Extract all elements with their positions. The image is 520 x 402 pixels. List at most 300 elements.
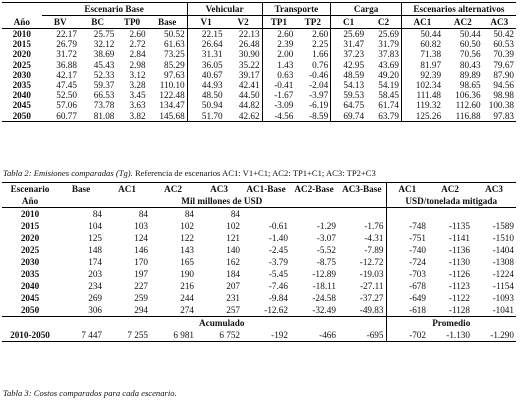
total-cell: -192 [242, 329, 290, 342]
row-year: 2015 [12, 39, 31, 50]
table-cell: 31.47 [331, 39, 366, 49]
total-cell: -1.290 [472, 329, 516, 342]
column-header: AC3-Base [338, 183, 386, 196]
table-cell: 54.19 [378, 80, 399, 91]
table-cell: -1141 [448, 232, 470, 243]
table-cell: -703 [386, 268, 428, 280]
table2-group-header [2, 3, 516, 16]
table-cell: -0.61 [268, 220, 288, 231]
table-cell: 124 [134, 232, 148, 243]
column-header: C1 [331, 16, 366, 29]
table-cell: -5.45 [268, 268, 288, 279]
header-units-left: Mil millones de USD [58, 195, 386, 208]
table-cell: 97.63 [163, 69, 185, 80]
table-cell: 216 [180, 280, 194, 291]
column-header: AC1 [401, 16, 443, 29]
table-cell: 22.17 [56, 29, 77, 40]
table-cell: 102.34 [401, 80, 443, 90]
table-cell: 26.64 [187, 39, 224, 49]
column-header: BC [79, 16, 116, 29]
row-year: 2010 [12, 29, 31, 40]
table-cell: 98.65 [459, 80, 481, 91]
table-cell: 51.70 [187, 111, 224, 122]
table-cell: -618 [386, 304, 428, 317]
total-cell: 6 981 [150, 329, 196, 342]
table-cell: 197 [134, 268, 148, 279]
table-cell: 50.42 [493, 29, 514, 40]
column-header: AC2-Base [290, 183, 338, 196]
table-cell: 60.77 [42, 111, 79, 122]
table-cell: -3.09 [262, 100, 295, 110]
row-year: 2010 [20, 208, 40, 219]
column-header: AC3 [483, 16, 516, 29]
table-cell: 60.53 [493, 39, 514, 50]
table-cell: 50.52 [163, 29, 185, 40]
table-cell: 45.43 [93, 59, 115, 70]
table-cell: 44.82 [238, 100, 260, 111]
table-cell: 116.88 [443, 111, 483, 122]
total-row [2, 329, 516, 342]
table-cell: 59.53 [331, 90, 366, 100]
table-cell: 1.66 [312, 49, 329, 60]
table-cell: 110.10 [159, 80, 185, 91]
table-cell: -7.46 [268, 280, 288, 291]
table-cell: 306 [88, 304, 102, 315]
table-cell: -1041 [492, 304, 514, 315]
acumulado-label: Acumulado [58, 317, 386, 330]
table2-caption-text: Referencia de escenarios AC1: V1+C1; AC2: TP1+C1; AC3: TP2+C3 [132, 168, 376, 178]
table-cell: -2.04 [309, 80, 329, 91]
table-cell: 61.74 [378, 100, 399, 111]
table-cell: 40.67 [187, 70, 224, 80]
table-row [2, 280, 516, 292]
table-row [2, 292, 516, 304]
table-cell: 50.94 [187, 100, 224, 110]
table-cell: 146 [134, 244, 148, 255]
table-cell: 1.43 [262, 60, 295, 70]
table-cell: 174 [88, 256, 102, 267]
table-cell: 31.31 [187, 49, 224, 59]
table-cell: 66.53 [93, 90, 115, 101]
table-cell: 48.59 [331, 70, 366, 80]
table-cell: 2.00 [262, 49, 295, 59]
table-cell: -4.31 [364, 232, 384, 243]
table-cell: -3.79 [268, 256, 288, 267]
table-row [2, 80, 516, 90]
table-cell: -27.11 [360, 280, 384, 291]
table-cell: 162 [226, 256, 240, 267]
row-year: 2045 [12, 100, 31, 111]
table-cell: 44.50 [238, 90, 260, 101]
table-cell: 25.69 [378, 29, 399, 40]
table-cell: -8.59 [295, 111, 330, 122]
column-header: AC1 [386, 183, 428, 196]
table-cell: -740 [386, 244, 428, 256]
table-cell: 125.26 [401, 111, 443, 122]
table-cell: 92.39 [401, 70, 443, 80]
header-units-right: USD/tonelada mitigada [386, 195, 516, 208]
table-cell: -1128 [448, 304, 470, 315]
table-cell: 87.90 [493, 69, 514, 80]
table-cell: 36.05 [187, 60, 224, 70]
table-cell [386, 208, 428, 221]
total-period: 2010-2050 [2, 329, 58, 342]
table-cell: 49.20 [378, 69, 399, 80]
table-cell: 207 [226, 280, 240, 291]
acumulado-row [2, 317, 516, 330]
table-cell: -12.72 [359, 256, 384, 267]
row-year: 2030 [12, 69, 31, 80]
table-cell: 39.17 [238, 69, 260, 80]
table-cell: 37.83 [378, 49, 399, 60]
column-header: AC2 [150, 183, 196, 196]
table2-caption [3, 168, 376, 178]
table-cell: 121 [226, 232, 240, 243]
total-cell: 7 255 [104, 329, 150, 342]
table-cell: 52.33 [93, 69, 115, 80]
column-header: AC1-Base [242, 183, 290, 196]
table3-caption-label: Tabla 3: Costos comparados para cada escenario. [3, 388, 177, 398]
table-cell: 2.84 [129, 49, 146, 60]
table-cell: 25.75 [93, 29, 115, 40]
table-cell: 3.28 [129, 80, 146, 91]
table-cell [242, 208, 290, 221]
table-cell: 84 [184, 208, 194, 219]
table-cell [290, 208, 338, 221]
table-cell: -1154 [492, 280, 514, 291]
total-cell: -695 [338, 329, 386, 342]
table-cell: 42.62 [225, 111, 262, 122]
row-year: 2050 [2, 111, 42, 122]
table-cell: -3.97 [309, 90, 329, 101]
column-header: V1 [187, 16, 224, 29]
table-cell: 61.63 [163, 39, 185, 50]
table-cell [338, 208, 386, 221]
table-cell: 84 [92, 208, 102, 219]
table-cell: 89.89 [459, 69, 481, 80]
table-cell: 50.44 [459, 29, 481, 40]
table-cell: 32.12 [93, 39, 115, 50]
table-cell: 48.50 [187, 90, 224, 100]
table-cell: 70.39 [493, 49, 514, 60]
table-row [2, 39, 516, 49]
table-cell: 100.38 [488, 100, 514, 111]
table-cell: -1.67 [262, 90, 295, 100]
table-cell: 31.79 [378, 39, 399, 50]
table-row [2, 208, 516, 221]
table-cell: 274 [180, 304, 194, 315]
table-cell: -1126 [448, 268, 470, 279]
table-row [2, 244, 516, 256]
table-cell: -724 [386, 256, 428, 268]
table-cell: -5.52 [316, 244, 336, 255]
table-row [2, 256, 516, 268]
table-cell: 2.98 [129, 59, 146, 70]
row-year: 2020 [20, 232, 40, 243]
table-cell: -49.83 [359, 304, 384, 315]
costs-table [2, 182, 516, 342]
row-year: 2035 [12, 80, 31, 91]
column-header: AC2 [443, 16, 483, 29]
table-cell: 170 [134, 256, 148, 267]
emissions-table [2, 2, 516, 122]
table-cell [428, 208, 472, 221]
table-cell: -8.75 [316, 256, 336, 267]
row-year: 2020 [12, 49, 31, 60]
column-header: Base [58, 183, 104, 196]
table-cell: 97.83 [483, 111, 516, 122]
table-cell: -1589 [492, 220, 514, 231]
table-cell: -7.89 [364, 244, 384, 255]
table-row [2, 304, 516, 317]
table-cell: 44.93 [187, 80, 224, 90]
column-header: Base [148, 16, 188, 29]
table-cell: 36.88 [56, 59, 77, 70]
table-cell: 3.12 [129, 69, 146, 80]
table-cell: -0.41 [262, 80, 295, 90]
table-cell: 71.38 [401, 49, 443, 59]
table-row [2, 70, 516, 80]
table-cell: -1510 [492, 232, 514, 243]
table-cell: 244 [180, 292, 194, 303]
group-transporte: Transporte [262, 3, 331, 16]
table-cell: 3.82 [116, 111, 147, 122]
table-cell: 35.22 [238, 59, 260, 70]
table-cell: 231 [226, 292, 240, 303]
table-cell: 102 [226, 220, 240, 231]
table3-header [2, 183, 516, 196]
table-cell: 84 [138, 208, 148, 219]
column-header: Escenario [2, 183, 58, 196]
row-year: 2040 [12, 90, 31, 101]
row-year: 2045 [20, 292, 40, 303]
table-cell: 0.63 [262, 70, 295, 80]
table3-caption [3, 388, 177, 398]
table-cell: 47.45 [56, 80, 77, 91]
table-cell: 42.17 [56, 69, 77, 80]
table-cell: 165 [180, 256, 194, 267]
table2-column-header [2, 16, 516, 29]
column-header: BV [42, 16, 79, 29]
table-cell: 30.90 [238, 49, 260, 60]
table-cell: 125 [88, 232, 102, 243]
table-cell: 42.95 [331, 60, 366, 70]
table-cell: -3.07 [316, 232, 336, 243]
table-cell: 98.98 [493, 90, 514, 101]
column-header: TP1 [262, 16, 295, 29]
table-cell: 80.43 [459, 59, 481, 70]
row-year: 2035 [20, 268, 40, 279]
table-cell [472, 208, 516, 221]
table-cell: 269 [88, 292, 102, 303]
row-year: 2015 [20, 220, 40, 231]
table-cell: 38.69 [93, 49, 115, 60]
group-escenario-base: Escenario Base [42, 3, 188, 16]
table-cell: 104 [88, 220, 102, 231]
column-header: TP2 [295, 16, 330, 29]
table-cell: 54.13 [331, 80, 366, 90]
table-cell: 3.45 [129, 90, 146, 101]
table-cell: 145.68 [148, 111, 188, 122]
table-cell: 37.23 [331, 49, 366, 59]
table-cell: 2.39 [262, 39, 295, 49]
group-carga: Carga [331, 3, 402, 16]
table-cell: -1130 [448, 256, 470, 267]
table-cell: -32.49 [312, 304, 336, 315]
table-cell: 148 [88, 244, 102, 255]
table-cell: 60.82 [401, 39, 443, 49]
table-cell: -12.89 [312, 268, 336, 279]
table-cell: 227 [134, 280, 148, 291]
table-cell: 2.60 [262, 29, 295, 40]
table-cell: -1224 [492, 268, 514, 279]
table-cell: -1404 [492, 244, 514, 255]
table-cell: 43.69 [378, 59, 399, 70]
table-cell: -678 [386, 280, 428, 292]
table-cell: 73.78 [93, 100, 115, 111]
table-cell: -19.03 [359, 268, 384, 279]
table-cell: 119.32 [401, 100, 443, 110]
table-cell: 85.29 [163, 59, 185, 70]
table-cell: 31.72 [56, 49, 77, 60]
table-cell: -1135 [448, 220, 470, 231]
table-cell: 0.76 [312, 59, 329, 70]
group-alternativos: Escenarios alternativos [401, 3, 516, 16]
table-cell: 25.69 [331, 29, 366, 40]
table-row [2, 60, 516, 70]
table2-caption-label: Tabla 2: Emisiones comparadas (Tg). [3, 168, 133, 178]
table-cell: 70.56 [459, 49, 481, 60]
table-cell: 190 [180, 268, 194, 279]
table3-units-header [2, 195, 516, 208]
table-cell: 203 [88, 268, 102, 279]
group-vehicular: Vehicular [187, 3, 262, 16]
table-cell: 84 [230, 208, 240, 219]
table-cell: -1308 [492, 256, 514, 267]
table-cell: 22.13 [238, 29, 260, 40]
table-cell: 59.37 [93, 80, 115, 91]
header-anio: Año [2, 195, 58, 208]
table-cell: -2.45 [268, 244, 288, 255]
total-cell: 7 447 [58, 329, 104, 342]
total-cell: -1.130 [428, 329, 472, 342]
table-cell: 122 [180, 232, 194, 243]
table-cell: 106.36 [455, 90, 481, 101]
table-row [2, 220, 516, 232]
table-cell: 60.50 [459, 39, 481, 50]
table-cell: 134.47 [159, 100, 185, 111]
table-cell: 26.48 [238, 39, 260, 50]
column-header: C2 [366, 16, 401, 29]
table-cell: 112.60 [455, 100, 481, 111]
table-cell: -37.27 [359, 292, 384, 303]
table-cell: 22.15 [187, 29, 224, 40]
table-cell: 2.72 [129, 39, 146, 50]
table-cell: 3.63 [129, 100, 146, 111]
table-cell: -0.46 [309, 69, 329, 80]
column-header: AC3 [196, 183, 242, 196]
table-cell: -748 [386, 220, 428, 232]
row-year: 2040 [20, 280, 40, 291]
total-cell: -466 [290, 329, 338, 342]
row-year: 2025 [12, 59, 31, 70]
column-header: V2 [225, 16, 262, 29]
table-cell: 50.44 [401, 29, 443, 40]
row-year: 2025 [20, 244, 40, 255]
table-row [2, 100, 516, 110]
table-cell: 73.25 [163, 49, 185, 60]
table-cell: -1122 [448, 292, 470, 303]
table-cell: 140 [226, 244, 240, 255]
table-cell: 58.45 [378, 90, 399, 101]
table-cell: 257 [226, 304, 240, 315]
table-cell: 294 [134, 304, 148, 315]
table-cell: -1136 [448, 244, 470, 255]
table-cell: 2.60 [312, 29, 329, 40]
table-cell: -18.11 [312, 280, 336, 291]
table-cell: -1.29 [316, 220, 336, 231]
row-year: 2050 [20, 304, 40, 315]
total-cell: -702 [386, 329, 428, 342]
table-cell: 81.97 [401, 60, 443, 70]
table-row [2, 232, 516, 244]
column-header: AC3 [472, 183, 516, 196]
table-cell: 259 [134, 292, 148, 303]
table-cell: 234 [88, 280, 102, 291]
table-cell: 52.50 [56, 90, 77, 101]
table-row [2, 111, 516, 122]
table-cell: -24.58 [312, 292, 336, 303]
table-row [2, 268, 516, 280]
table-cell: 81.08 [79, 111, 116, 122]
total-cell: 6 752 [196, 329, 242, 342]
table-cell: 26.79 [56, 39, 77, 50]
table-cell: 111.48 [401, 90, 443, 100]
table-row [2, 90, 516, 100]
table-cell: -1.76 [364, 220, 384, 231]
table-cell: -6.19 [309, 100, 329, 111]
table-cell: -4.56 [262, 111, 295, 122]
table-cell: -1.40 [268, 232, 288, 243]
table-cell: -12.62 [264, 304, 288, 315]
table-cell: 42.41 [238, 80, 260, 91]
table-cell: 79.67 [493, 59, 514, 70]
table-cell: 94.56 [493, 80, 514, 91]
table-cell: -9.84 [268, 292, 288, 303]
table-cell: 102 [180, 220, 194, 231]
table-cell: -1093 [492, 292, 514, 303]
table-cell: 122.48 [159, 90, 185, 101]
table-cell: 143 [180, 244, 194, 255]
table-row [2, 49, 516, 59]
table-cell: -751 [386, 232, 428, 244]
table-cell: 63.79 [366, 111, 401, 122]
table-cell: -649 [386, 292, 428, 304]
row-year: 2030 [20, 256, 40, 267]
table-row [2, 29, 516, 40]
table-cell: 69.74 [331, 111, 366, 122]
table-cell: 2.60 [129, 29, 146, 40]
column-header: AC1 [104, 183, 150, 196]
table-cell: -1123 [448, 280, 470, 291]
table-cell: 64.75 [331, 100, 366, 110]
column-header: AC2 [428, 183, 472, 196]
table-cell: 57.06 [56, 100, 77, 111]
promedio-label: Promedio [386, 317, 516, 330]
column-header: Año [2, 16, 42, 29]
table-cell: 184 [226, 268, 240, 279]
column-header: TP0 [116, 16, 147, 29]
